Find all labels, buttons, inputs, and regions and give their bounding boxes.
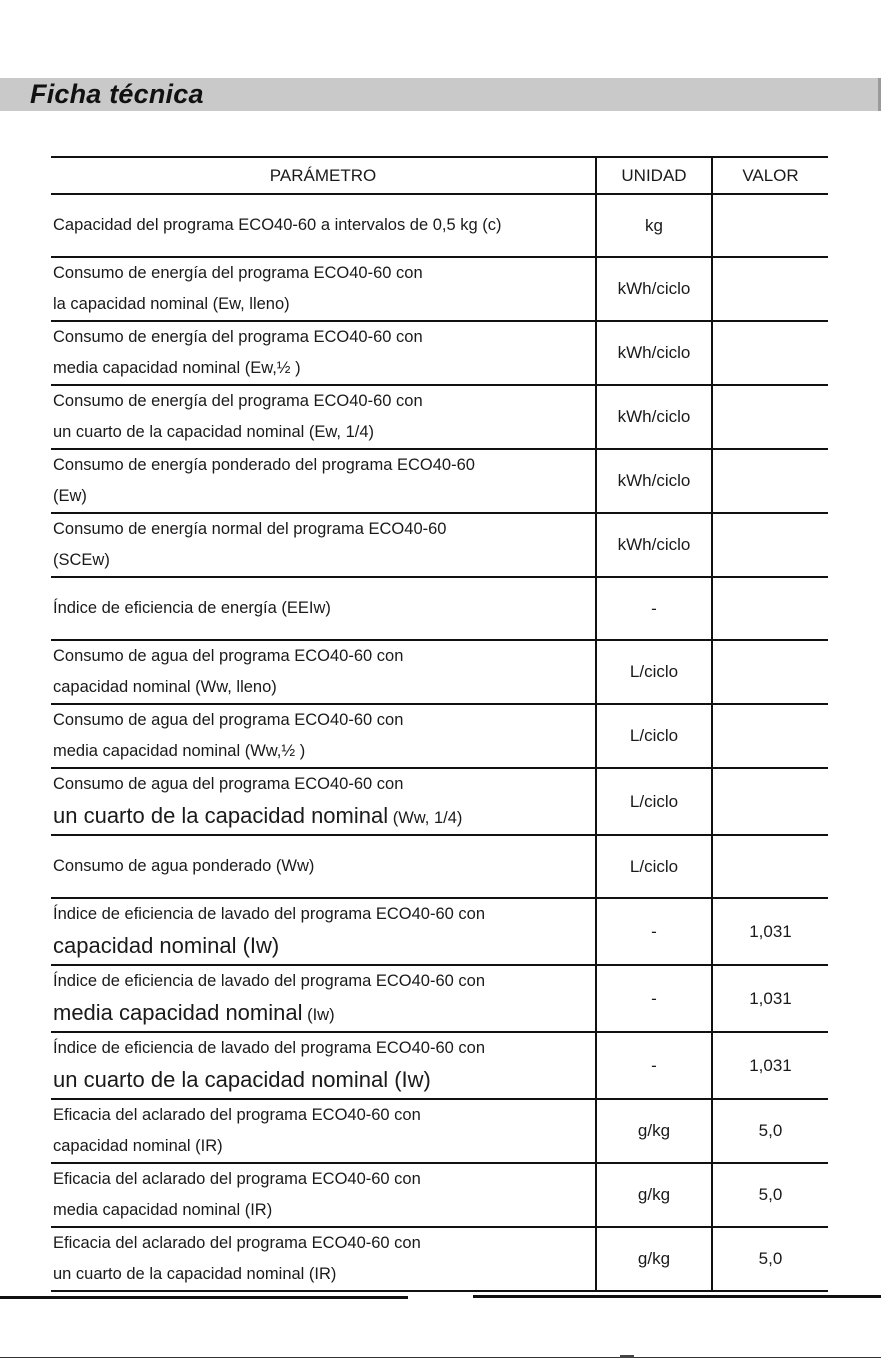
unit-cell: g/kg — [596, 1227, 712, 1291]
parameter-line — [53, 322, 595, 353]
parameter-line — [53, 353, 595, 384]
parameter-text: (Ew) — [53, 487, 87, 505]
parameter-text: Consumo de energía del programa ECO40-60 con — [53, 264, 423, 282]
unit-cell: - — [596, 898, 712, 965]
unit-cell: - — [596, 1032, 712, 1099]
parameter-line — [53, 1228, 595, 1259]
parameter-cell — [51, 257, 596, 321]
parameter-line — [53, 736, 595, 767]
value-cell: 1,031 — [712, 898, 828, 965]
unit-cell: g/kg — [596, 1099, 712, 1163]
value-cell — [712, 513, 828, 577]
parameter-text: capacidad nominal (Iw) — [53, 933, 280, 958]
value-cell — [712, 194, 828, 257]
page-title: Ficha técnica — [30, 79, 204, 109]
parameter-text: media capacidad nominal (Ww,½ ) — [53, 742, 306, 760]
parameter-line — [53, 1033, 595, 1064]
unit-cell: L/ciclo — [596, 640, 712, 704]
unit-cell: kWh/ciclo — [596, 257, 712, 321]
value-cell — [712, 835, 828, 898]
value-cell: 5,0 — [712, 1099, 828, 1163]
unit-cell: g/kg — [596, 1163, 712, 1227]
value-cell — [712, 257, 828, 321]
parameter-text: Consumo de energía normal del programa ECO40-60 — [53, 520, 447, 538]
parameter-text: un cuarto de la capacidad nominal (Iw) — [53, 1067, 431, 1092]
parameter-text: Índice de eficiencia de lavado del programa ECO40-60 con — [53, 972, 486, 990]
parameter-text: la capacidad nominal (Ew, lleno) — [53, 295, 290, 313]
parameter-line — [53, 545, 595, 576]
parameter-cell — [51, 321, 596, 385]
parameter-line — [53, 289, 595, 320]
parameter-text: un cuarto de la capacidad nominal (IR) — [53, 1265, 337, 1283]
parameter-text: capacidad nominal (Ww, lleno) — [53, 678, 277, 696]
parameter-text: (SCEw) — [53, 551, 110, 569]
unit-cell: kg — [596, 194, 712, 257]
parameter-cell — [51, 965, 596, 1032]
parameter-cell — [51, 1099, 596, 1163]
column-header-unidad: UNIDAD — [596, 157, 712, 194]
table-row — [51, 965, 828, 1032]
parameter-text: un cuarto de la capacidad nominal (Ew, 1/4) — [53, 423, 375, 441]
parameter-cell — [51, 704, 596, 768]
parameter-line — [53, 258, 595, 289]
table-row — [51, 513, 828, 577]
table-row — [51, 1163, 828, 1227]
footer-rule-right — [473, 1295, 881, 1298]
value-cell — [712, 449, 828, 513]
parameter-line — [53, 386, 595, 417]
parameter-text: Eficacia del aclarado del programa ECO40-60 con — [53, 1106, 421, 1124]
parameter-line — [53, 672, 595, 703]
unit-cell: - — [596, 965, 712, 1032]
parameter-line — [53, 966, 595, 997]
table-row — [51, 835, 828, 898]
parameter-line — [53, 1164, 595, 1195]
unit-cell: kWh/ciclo — [596, 449, 712, 513]
page-corner-mark — [620, 1355, 634, 1358]
parameter-line — [53, 899, 595, 930]
table-row — [51, 1227, 828, 1291]
unit-cell: L/ciclo — [596, 704, 712, 768]
parameter-line — [53, 417, 595, 448]
parameter-text: media capacidad nominal (IR) — [53, 1201, 273, 1219]
table-row — [51, 768, 828, 835]
value-cell — [712, 321, 828, 385]
parameter-cell — [51, 577, 596, 640]
table-row — [51, 577, 828, 640]
parameter-cell — [51, 194, 596, 257]
parameter-text: Índice de eficiencia de lavado del programa ECO40-60 con — [53, 905, 486, 923]
parameter-line — [53, 593, 595, 624]
parameter-cell — [51, 1032, 596, 1099]
parameter-line — [53, 1195, 595, 1226]
section-title-bar — [0, 78, 881, 111]
parameter-line — [53, 1259, 595, 1290]
table-row — [51, 194, 828, 257]
table-row — [51, 257, 828, 321]
parameter-text: Capacidad del programa ECO40-60 a intervalos de 0,5 kg (c) — [53, 216, 502, 234]
unit-cell: kWh/ciclo — [596, 385, 712, 449]
table-row — [51, 321, 828, 385]
parameter-cell — [51, 768, 596, 835]
parameter-text: media capacidad nominal (Ew,½ ) — [53, 359, 301, 377]
parameter-text: Consumo de agua del programa ECO40-60 con — [53, 647, 404, 665]
parameter-text: Consumo de agua del programa ECO40-60 con — [53, 711, 404, 729]
parameter-line — [53, 1100, 595, 1131]
parameter-text: (Ww, 1/4) — [388, 809, 463, 827]
table-row — [51, 898, 828, 965]
parameter-line — [53, 930, 595, 964]
parameter-line — [53, 481, 595, 512]
parameter-text: Consumo de agua del programa ECO40-60 con — [53, 775, 404, 793]
parameter-line — [53, 210, 595, 241]
value-cell — [712, 577, 828, 640]
value-cell: 5,0 — [712, 1163, 828, 1227]
parameter-cell — [51, 640, 596, 704]
unit-cell: kWh/ciclo — [596, 513, 712, 577]
parameter-line — [53, 800, 595, 834]
parameter-text: Índice de eficiencia de lavado del programa ECO40-60 con — [53, 1039, 486, 1057]
parameter-cell — [51, 835, 596, 898]
spec-table — [51, 156, 828, 1292]
table-row — [51, 385, 828, 449]
unit-cell: - — [596, 577, 712, 640]
table-body — [51, 194, 828, 1291]
parameter-line — [53, 769, 595, 800]
parameter-cell — [51, 898, 596, 965]
value-cell: 1,031 — [712, 1032, 828, 1099]
parameter-cell — [51, 385, 596, 449]
parameter-line — [53, 705, 595, 736]
parameter-text: Eficacia del aclarado del programa ECO40-60 con — [53, 1170, 421, 1188]
parameter-text: media capacidad nominal — [53, 1000, 303, 1025]
parameter-line — [53, 1131, 595, 1162]
parameter-text: Consumo de energía del programa ECO40-60 con — [53, 392, 423, 410]
column-header-valor: VALOR — [712, 157, 828, 194]
parameter-text: Índice de eficiencia de energía (EEIw) — [53, 599, 331, 617]
parameter-line — [53, 997, 595, 1031]
unit-cell: L/ciclo — [596, 768, 712, 835]
parameter-line — [53, 851, 595, 882]
table-row — [51, 1099, 828, 1163]
parameter-cell — [51, 1227, 596, 1291]
parameter-cell — [51, 449, 596, 513]
parameter-line — [53, 514, 595, 545]
page-bottom-rule — [0, 1357, 881, 1358]
footer-rule-left — [0, 1296, 408, 1299]
parameter-text: capacidad nominal (IR) — [53, 1137, 223, 1155]
parameter-text: (Iw) — [302, 1006, 335, 1024]
unit-cell: kWh/ciclo — [596, 321, 712, 385]
column-header-parametro: PARÁMETRO — [51, 157, 596, 194]
value-cell: 5,0 — [712, 1227, 828, 1291]
parameter-cell — [51, 513, 596, 577]
unit-cell: L/ciclo — [596, 835, 712, 898]
table-row — [51, 640, 828, 704]
value-cell — [712, 385, 828, 449]
value-cell — [712, 768, 828, 835]
parameter-text: Consumo de agua ponderado (Ww) — [53, 857, 315, 875]
parameter-text: un cuarto de la capacidad nominal — [53, 803, 389, 828]
value-cell — [712, 640, 828, 704]
table-header-row — [51, 157, 828, 194]
parameter-text: Consumo de energía del programa ECO40-60 con — [53, 328, 423, 346]
parameter-cell — [51, 1163, 596, 1227]
value-cell — [712, 704, 828, 768]
parameter-line — [53, 450, 595, 481]
parameter-line — [53, 641, 595, 672]
parameter-text: Consumo de energía ponderado del programa ECO40-60 — [53, 456, 475, 474]
parameter-text: Eficacia del aclarado del programa ECO40-60 con — [53, 1234, 421, 1252]
parameter-line — [53, 1064, 595, 1098]
value-cell: 1,031 — [712, 965, 828, 1032]
table-row — [51, 449, 828, 513]
table-row — [51, 1032, 828, 1099]
table-row — [51, 704, 828, 768]
